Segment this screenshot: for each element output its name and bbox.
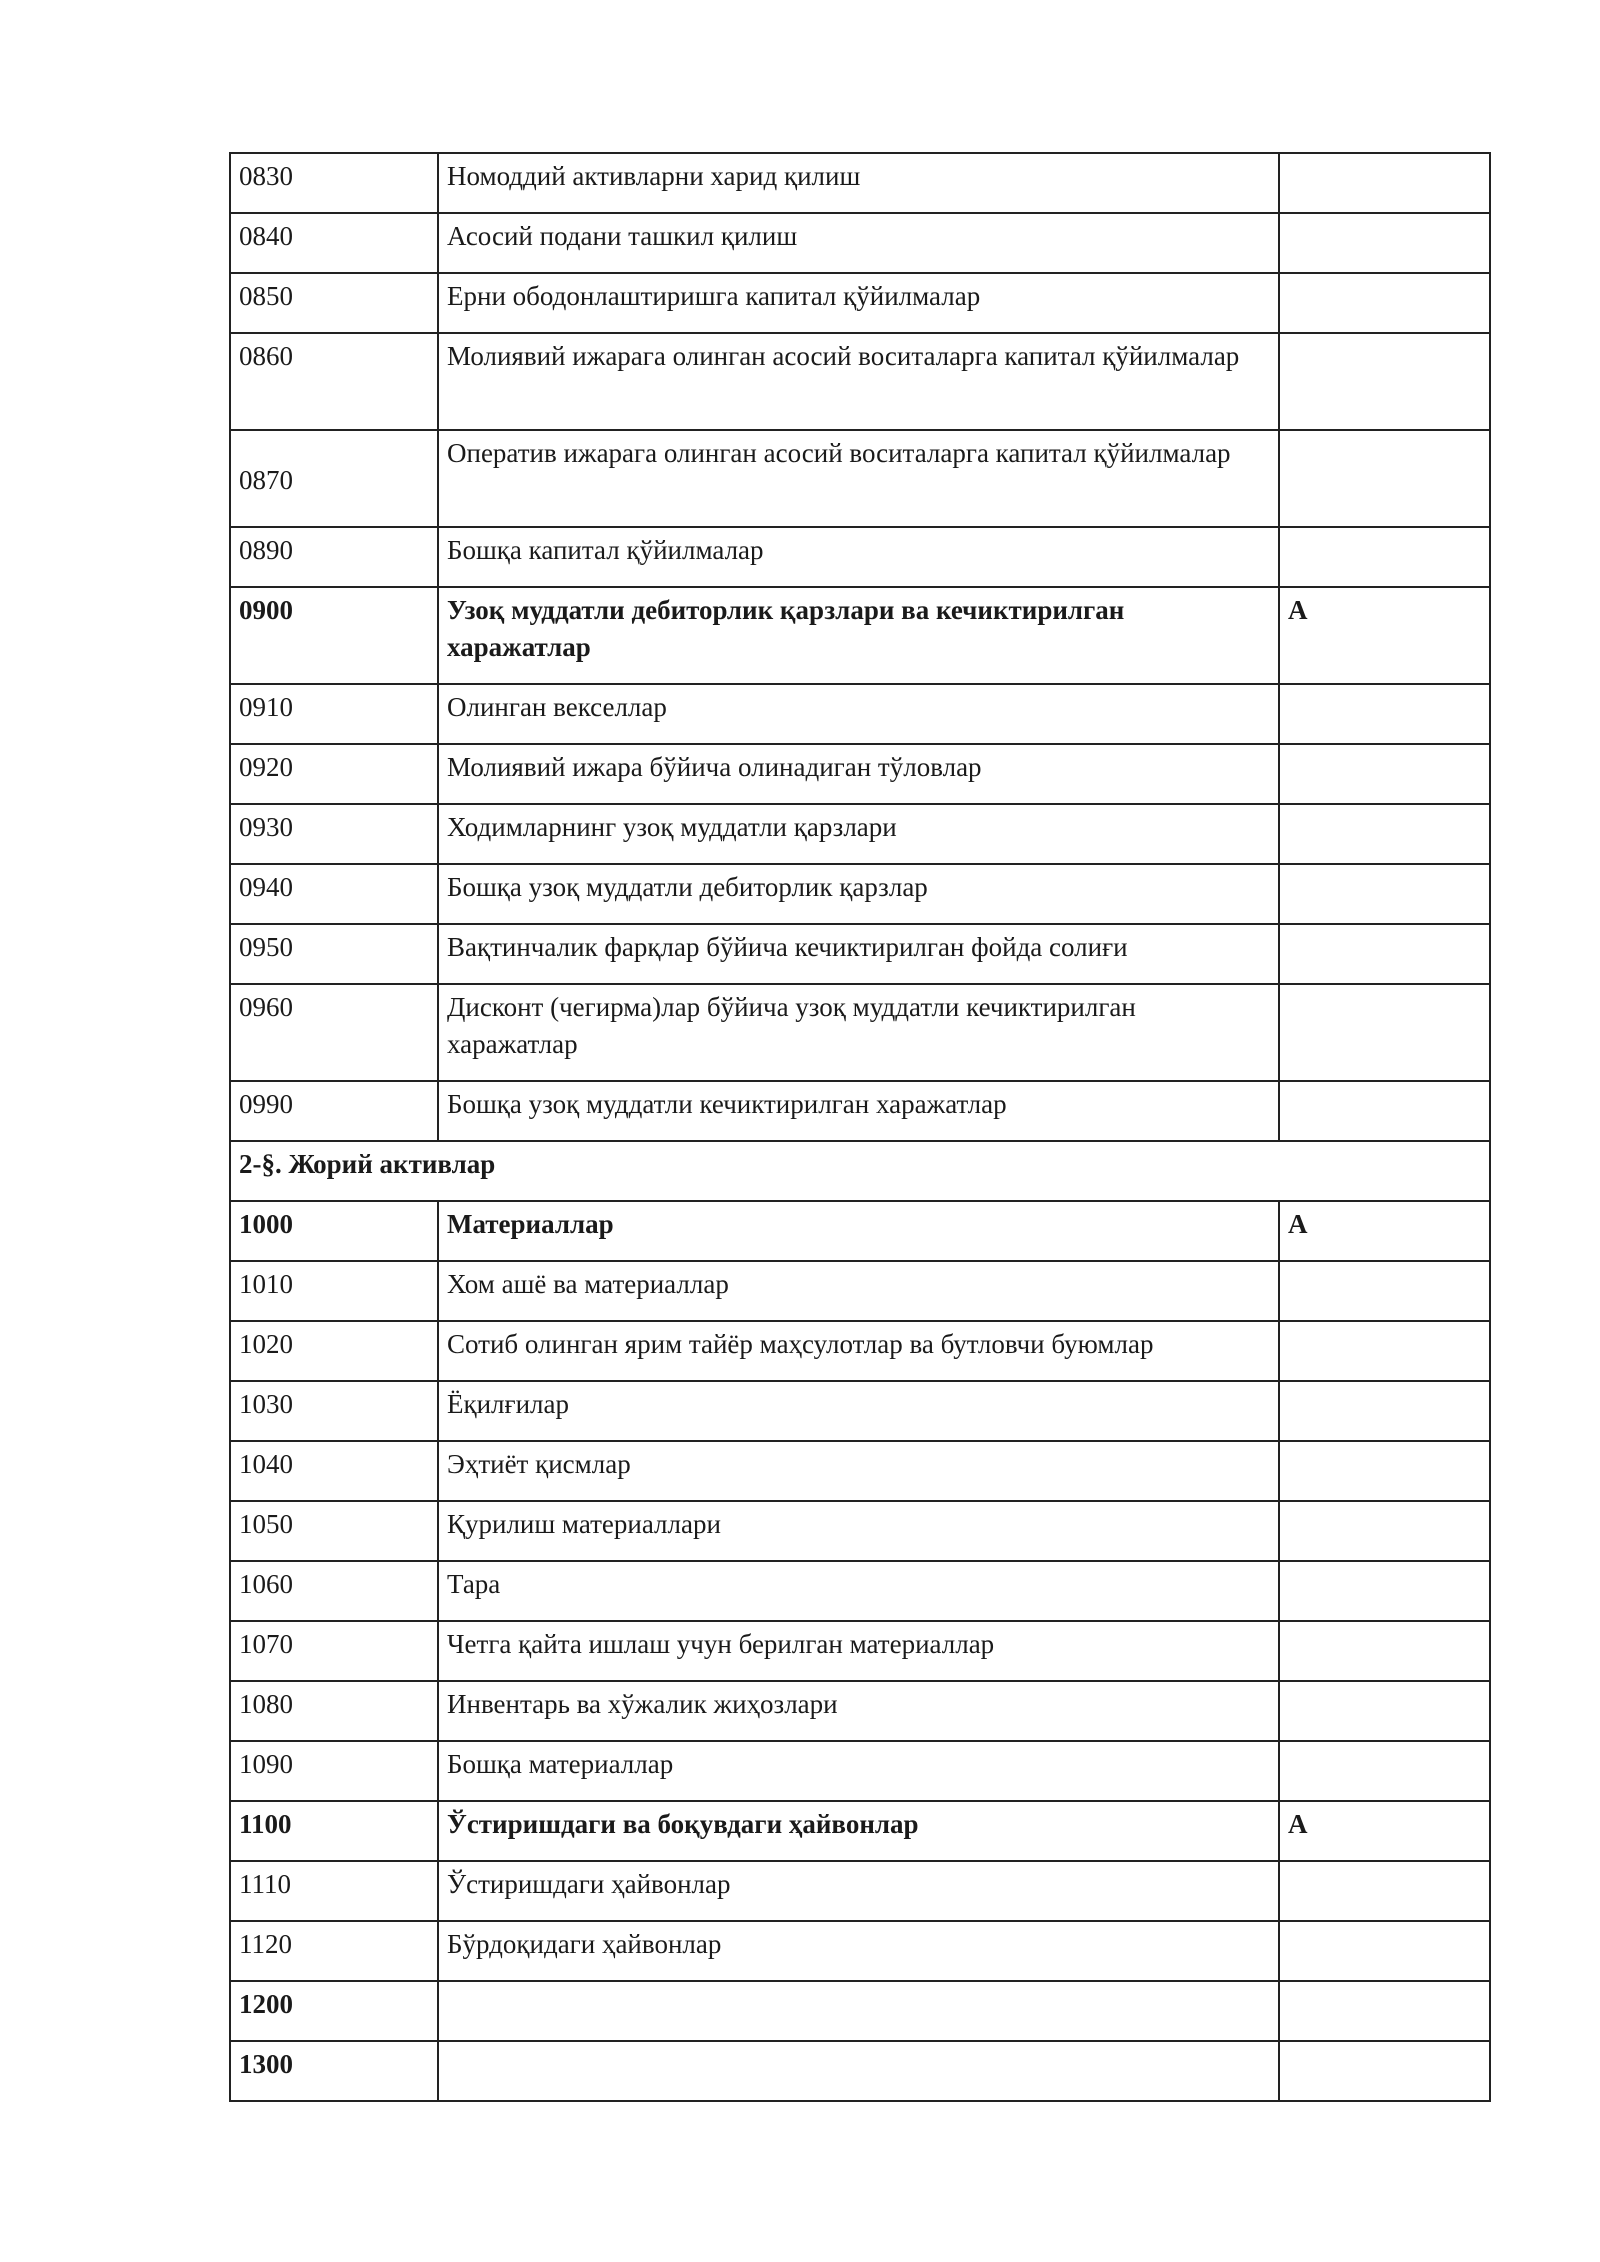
account-code: 0920 <box>230 744 438 804</box>
account-code: 0950 <box>230 924 438 984</box>
table-row <box>230 1381 1490 1441</box>
account-mark <box>1279 153 1490 213</box>
account-name: Молиявий ижарага олинган асосий воситаларга капитал қўйилмалар <box>438 333 1279 430</box>
account-name: Қурилиш материаллари <box>438 1501 1279 1561</box>
account-mark: А <box>1279 587 1490 684</box>
table-row <box>230 2041 1490 2101</box>
account-mark <box>1279 1261 1490 1321</box>
account-name: Бошқа капитал қўйилмалар <box>438 527 1279 587</box>
account-mark <box>1279 984 1490 1081</box>
table-row <box>230 213 1490 273</box>
table-row <box>230 430 1490 527</box>
account-mark <box>1279 1981 1490 2041</box>
account-mark <box>1279 1081 1490 1141</box>
table-row <box>230 527 1490 587</box>
account-code: 1030 <box>230 1381 438 1441</box>
table-row <box>230 1201 1490 1261</box>
table-row <box>230 1441 1490 1501</box>
account-mark <box>1279 430 1490 527</box>
account-mark <box>1279 864 1490 924</box>
table-row <box>230 587 1490 684</box>
account-code: 1110 <box>230 1861 438 1921</box>
account-code: 1120 <box>230 1921 438 1981</box>
account-name: Хом ашё ва материаллар <box>438 1261 1279 1321</box>
account-code: 1040 <box>230 1441 438 1501</box>
account-code: 0840 <box>230 213 438 273</box>
account-mark <box>1279 213 1490 273</box>
table-row <box>230 1861 1490 1921</box>
account-code: 0990 <box>230 1081 438 1141</box>
account-name <box>438 2041 1279 2101</box>
section-row <box>230 1141 1490 1201</box>
table-row <box>230 1501 1490 1561</box>
account-name: Ходимларнинг узоқ муддатли қарзлари <box>438 804 1279 864</box>
account-mark: А <box>1279 1201 1490 1261</box>
table-row <box>230 1681 1490 1741</box>
account-name: Бошқа узоқ муддатли дебиторлик қарзлар <box>438 864 1279 924</box>
account-mark <box>1279 1621 1490 1681</box>
table-row <box>230 153 1490 213</box>
table-row <box>230 984 1490 1081</box>
account-code: 0960 <box>230 984 438 1081</box>
account-code: 1100 <box>230 1801 438 1861</box>
account-code: 0860 <box>230 333 438 430</box>
account-name: Ёқилғилар <box>438 1381 1279 1441</box>
account-name: Материаллар <box>438 1201 1279 1261</box>
table-row <box>230 1321 1490 1381</box>
account-code: 0910 <box>230 684 438 744</box>
account-name: Узоқ муддатли дебиторлик қарзлари ва кечиктирилган харажатлар <box>438 587 1279 684</box>
account-name: Ўстиришдаги ҳайвонлар <box>438 1861 1279 1921</box>
account-code: 0830 <box>230 153 438 213</box>
account-code: 1200 <box>230 1981 438 2041</box>
account-mark <box>1279 744 1490 804</box>
account-name: Олинган векселлар <box>438 684 1279 744</box>
account-mark <box>1279 1741 1490 1801</box>
account-mark <box>1279 2041 1490 2101</box>
account-name: Ўстиришдаги ва боқувдаги ҳайвонлар <box>438 1801 1279 1861</box>
table-row <box>230 273 1490 333</box>
account-name: Бошқа узоқ муддатли кечиктирилган харажатлар <box>438 1081 1279 1141</box>
account-mark <box>1279 527 1490 587</box>
account-mark <box>1279 924 1490 984</box>
account-code: 0890 <box>230 527 438 587</box>
table-row <box>230 1801 1490 1861</box>
account-code: 0900 <box>230 587 438 684</box>
account-mark <box>1279 333 1490 430</box>
account-mark <box>1279 1681 1490 1741</box>
account-name: Асосий подани ташкил қилиш <box>438 213 1279 273</box>
account-code: 1060 <box>230 1561 438 1621</box>
table-row <box>230 1741 1490 1801</box>
account-name: Инвентарь ва хўжалик жиҳозлари <box>438 1681 1279 1741</box>
account-code: 1000 <box>230 1201 438 1261</box>
account-name: Четга қайта ишлаш учун берилган материаллар <box>438 1621 1279 1681</box>
table-row <box>230 804 1490 864</box>
account-mark <box>1279 1441 1490 1501</box>
table-row <box>230 1921 1490 1981</box>
account-mark <box>1279 1921 1490 1981</box>
account-code: 1080 <box>230 1681 438 1741</box>
account-mark <box>1279 1861 1490 1921</box>
account-code: 1020 <box>230 1321 438 1381</box>
account-code: 1090 <box>230 1741 438 1801</box>
account-name: Ерни ободонлаштиришга капитал қўйилмалар <box>438 273 1279 333</box>
account-name: Дисконт (чегирма)лар бўйича узоқ муддатли кечиктирилган харажатлар <box>438 984 1279 1081</box>
account-name: Вақтинчалик фарқлар бўйича кечиктирилган фойда солиғи <box>438 924 1279 984</box>
table-row <box>230 1621 1490 1681</box>
account-code: 1050 <box>230 1501 438 1561</box>
account-name <box>438 1981 1279 2041</box>
table-row <box>230 1081 1490 1141</box>
table-row <box>230 1981 1490 2041</box>
account-mark <box>1279 273 1490 333</box>
account-code: 0940 <box>230 864 438 924</box>
account-mark <box>1279 1321 1490 1381</box>
section-heading: 2-§. Жорий активлар <box>230 1141 1490 1201</box>
account-mark <box>1279 1501 1490 1561</box>
account-name: Бошқа материаллар <box>438 1741 1279 1801</box>
account-name: Сотиб олинган ярим тайёр маҳсулотлар ва бутловчи буюмлар <box>438 1321 1279 1381</box>
table-row <box>230 1261 1490 1321</box>
account-name: Оператив ижарага олинган асосий воситаларга капитал қўйилмалар <box>438 430 1279 527</box>
account-name: Номоддий активларни харид қилиш <box>438 153 1279 213</box>
account-mark <box>1279 1381 1490 1441</box>
table-row <box>230 924 1490 984</box>
account-name: Тара <box>438 1561 1279 1621</box>
account-name: Эҳтиёт қисмлар <box>438 1441 1279 1501</box>
account-code: 1300 <box>230 2041 438 2101</box>
accounts-table <box>229 152 1491 2102</box>
table-row <box>230 864 1490 924</box>
account-mark: А <box>1279 1801 1490 1861</box>
account-code: 1070 <box>230 1621 438 1681</box>
account-mark <box>1279 804 1490 864</box>
table-row <box>230 684 1490 744</box>
table-row <box>230 1561 1490 1621</box>
account-name: Молиявий ижара бўйича олинадиган тўловлар <box>438 744 1279 804</box>
account-mark <box>1279 1561 1490 1621</box>
account-mark <box>1279 684 1490 744</box>
table-row <box>230 333 1490 430</box>
account-code: 1010 <box>230 1261 438 1321</box>
account-code: 0850 <box>230 273 438 333</box>
account-code: 0870 <box>230 430 438 527</box>
table-row <box>230 744 1490 804</box>
account-code: 0930 <box>230 804 438 864</box>
account-name: Бўрдоқидаги ҳайвонлар <box>438 1921 1279 1981</box>
